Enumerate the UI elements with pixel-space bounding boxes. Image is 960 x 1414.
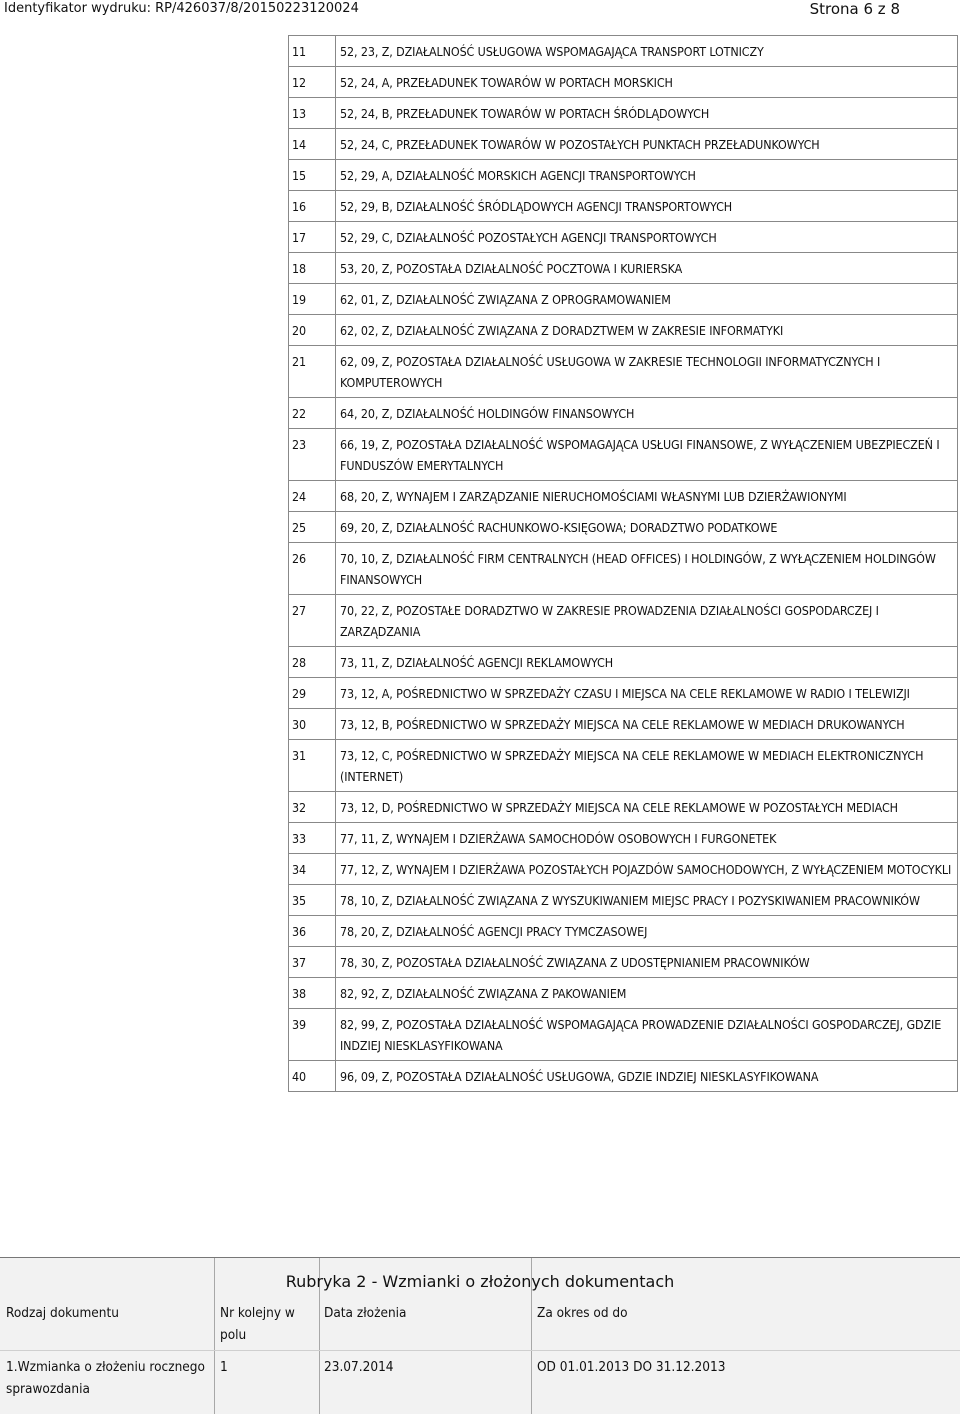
activity-row (289, 315, 958, 346)
activity-row (289, 678, 958, 709)
activity-number: 31 (289, 740, 336, 792)
activity-description: 70, 10, Z, DZIAŁALNOŚĆ FIRM CENTRALNYCH (HEAD OFFICES) I HOLDINGÓW, Z WYŁĄCZENIEM HOLDINGÓW FINANSOWYCH (336, 543, 958, 595)
activity-row (289, 1061, 958, 1092)
activity-number: 18 (289, 253, 336, 284)
activity-description: 52, 24, C, PRZEŁADUNEK TOWARÓW W POZOSTAŁYCH PUNKTACH PRZEŁADUNKOWYCH (336, 129, 958, 160)
page-number: Strona 6 z 8 (809, 0, 900, 18)
activity-description: 62, 02, Z, DZIAŁALNOŚĆ ZWIĄZANA Z DORADZTWEM W ZAKRESIE INFORMATYKI (336, 315, 958, 346)
activity-number: 20 (289, 315, 336, 346)
print-identifier: Identyfikator wydruku: RP/426037/8/20150223120024 (4, 1, 359, 16)
activity-row (289, 792, 958, 823)
activity-number: 17 (289, 222, 336, 253)
activity-description: 53, 20, Z, POZOSTAŁA DZIAŁALNOŚĆ POCZTOWA I KURIERSKA (336, 253, 958, 284)
activity-number: 27 (289, 595, 336, 647)
activity-description: 73, 12, B, POŚREDNICTWO W SPRZEDAŻY MIEJSCA NA CELE REKLAMOWE W MEDIACH DRUKOWANYCH (336, 709, 958, 740)
cell-sequence-number: 1 (220, 1359, 228, 1375)
activity-number: 36 (289, 916, 336, 947)
activity-description: 96, 09, Z, POZOSTAŁA DZIAŁALNOŚĆ USŁUGOWA, GDZIE INDZIEJ NIESKLASYFIKOWANA (336, 1061, 958, 1092)
activity-number: 14 (289, 129, 336, 160)
activity-row (289, 740, 958, 792)
activity-description: 66, 19, Z, POZOSTAŁA DZIAŁALNOŚĆ WSPOMAGAJĄCA USŁUGI FINANSOWE, Z WYŁĄCZENIEM UBEZPIECZEŃ I FUNDUSZÓW EMERYTALNYCH (336, 429, 958, 481)
cell-submission-date: 23.07.2014 (324, 1359, 394, 1375)
activity-description: 82, 92, Z, DZIAŁALNOŚĆ ZWIĄZANA Z PAKOWANIEM (336, 978, 958, 1009)
activity-number: 40 (289, 1061, 336, 1092)
activity-description: 52, 29, C, DZIAŁALNOŚĆ POZOSTAŁYCH AGENCJI TRANSPORTOWYCH (336, 222, 958, 253)
activity-row (289, 978, 958, 1009)
activity-number: 39 (289, 1009, 336, 1061)
activity-number: 15 (289, 160, 336, 191)
activity-number: 21 (289, 346, 336, 398)
activity-row (289, 916, 958, 947)
activity-description: 64, 20, Z, DZIAŁALNOŚĆ HOLDINGÓW FINANSOWYCH (336, 398, 958, 429)
activity-number: 29 (289, 678, 336, 709)
activity-row (289, 160, 958, 191)
activity-number: 16 (289, 191, 336, 222)
section-2-title (0, 1272, 960, 1291)
activity-row (289, 36, 958, 67)
activity-description: 73, 12, C, POŚREDNICTWO W SPRZEDAŻY MIEJSCA NA CELE REKLAMOWE W MEDIACH ELEKTRONICZNYCH (INTERNET) (336, 740, 958, 792)
cell-period: OD 01.01.2013 DO 31.12.2013 (537, 1359, 726, 1375)
activities-table (288, 35, 958, 1092)
activity-number: 33 (289, 823, 336, 854)
activity-row (289, 429, 958, 481)
activity-description: 52, 24, B, PRZEŁADUNEK TOWARÓW W PORTACH ŚRÓDLĄDOWYCH (336, 98, 958, 129)
column-header-sequence-number: Nr kolejny w polu (220, 1305, 295, 1343)
activity-number: 38 (289, 978, 336, 1009)
activity-row (289, 98, 958, 129)
activity-number: 30 (289, 709, 336, 740)
activity-number: 28 (289, 647, 336, 678)
activity-number: 35 (289, 885, 336, 916)
section-2-title-text: Rubryka 2 - Wzmianki o złożonych dokumentach (285, 1272, 675, 1291)
activity-row (289, 647, 958, 678)
activity-row (289, 947, 958, 978)
activity-row (289, 823, 958, 854)
activity-number: 19 (289, 284, 336, 315)
activity-row (289, 481, 958, 512)
activity-row (289, 129, 958, 160)
column-header-period: Za okres od do (537, 1305, 628, 1321)
column-header-document-type: Rodzaj dokumentu (6, 1305, 119, 1321)
activity-description: 82, 99, Z, POZOSTAŁA DZIAŁALNOŚĆ WSPOMAGAJĄCA PROWADZENIE DZIAŁALNOŚCI GOSPODARCZEJ, GDZIE INDZIEJ NIESKLASYFIKOWANA (336, 1009, 958, 1061)
activity-number: 13 (289, 98, 336, 129)
activity-description: 62, 01, Z, DZIAŁALNOŚĆ ZWIĄZANA Z OPROGRAMOWANIEM (336, 284, 958, 315)
activity-description: 52, 29, B, DZIAŁALNOŚĆ ŚRÓDLĄDOWYCH AGENCJI TRANSPORTOWYCH (336, 191, 958, 222)
activity-description: 77, 11, Z, WYNAJEM I DZIERŻAWA SAMOCHODÓW OSOBOWYCH I FURGONETEK (336, 823, 958, 854)
activity-row (289, 191, 958, 222)
activity-row (289, 222, 958, 253)
activity-row (289, 543, 958, 595)
cell-document-type: 1.Wzmianka o złożeniu rocznego sprawozdania (6, 1359, 205, 1397)
activity-number: 23 (289, 429, 336, 481)
activity-number: 32 (289, 792, 336, 823)
activity-description: 73, 12, D, POŚREDNICTWO W SPRZEDAŻY MIEJSCA NA CELE REKLAMOWE W POZOSTAŁYCH MEDIACH (336, 792, 958, 823)
activity-row (289, 709, 958, 740)
activity-description: 73, 12, A, POŚREDNICTWO W SPRZEDAŻY CZASU I MIEJSCA NA CELE REKLAMOWE W RADIO I TELEWIZJI (336, 678, 958, 709)
activity-number: 24 (289, 481, 336, 512)
activity-number: 11 (289, 36, 336, 67)
activity-row (289, 398, 958, 429)
activity-description: 52, 29, A, DZIAŁALNOŚĆ MORSKICH AGENCJI TRANSPORTOWYCH (336, 160, 958, 191)
activity-description: 70, 22, Z, POZOSTAŁE DORADZTWO W ZAKRESIE PROWADZENIA DZIAŁALNOŚCI GOSPODARCZEJ I ZARZĄDZANIA (336, 595, 958, 647)
activity-row (289, 346, 958, 398)
activity-number: 37 (289, 947, 336, 978)
activity-description: 73, 11, Z, DZIAŁALNOŚĆ AGENCJI REKLAMOWYCH (336, 647, 958, 678)
activity-row (289, 885, 958, 916)
activity-description: 78, 10, Z, DZIAŁALNOŚĆ ZWIĄZANA Z WYSZUKIWANIEM MIEJSC PRACY I POZYSKIWANIEM PRACOWNIKÓW (336, 885, 958, 916)
activity-row (289, 595, 958, 647)
activity-row (289, 67, 958, 98)
activity-row (289, 284, 958, 315)
column-header-submission-date: Data złożenia (324, 1305, 407, 1321)
activity-row (289, 253, 958, 284)
activity-number: 22 (289, 398, 336, 429)
activity-description: 62, 09, Z, POZOSTAŁA DZIAŁALNOŚĆ USŁUGOWA W ZAKRESIE TECHNOLOGII INFORMATYCZNYCH I KOMPUTEROWYCH (336, 346, 958, 398)
activity-row (289, 512, 958, 543)
activity-description: 52, 23, Z, DZIAŁALNOŚĆ USŁUGOWA WSPOMAGAJĄCA TRANSPORT LOTNICZY (336, 36, 958, 67)
activity-number: 25 (289, 512, 336, 543)
activity-description: 77, 12, Z, WYNAJEM I DZIERŻAWA POZOSTAŁYCH POJAZDÓW SAMOCHODOWYCH, Z WYŁĄCZENIEM MOTOCYKLI (336, 854, 958, 885)
activity-row (289, 854, 958, 885)
page-header (0, 0, 960, 18)
header-separator (0, 1350, 960, 1351)
activity-row (289, 1009, 958, 1061)
section-2 (0, 1257, 960, 1414)
activity-description: 68, 20, Z, WYNAJEM I ZARZĄDZANIE NIERUCHOMOŚCIAMI WŁASNYMI LUB DZIERŻAWIONYMI (336, 481, 958, 512)
activity-description: 69, 20, Z, DZIAŁALNOŚĆ RACHUNKOWO-KSIĘGOWA; DORADZTWO PODATKOWE (336, 512, 958, 543)
activity-description: 78, 30, Z, POZOSTAŁA DZIAŁALNOŚĆ ZWIĄZANA Z UDOSTĘPNIANIEM PRACOWNIKÓW (336, 947, 958, 978)
activity-number: 12 (289, 67, 336, 98)
activities-table-body (289, 36, 958, 1092)
activity-number: 34 (289, 854, 336, 885)
activity-description: 78, 20, Z, DZIAŁALNOŚĆ AGENCJI PRACY TYMCZASOWEJ (336, 916, 958, 947)
activity-description: 52, 24, A, PRZEŁADUNEK TOWARÓW W PORTACH MORSKICH (336, 67, 958, 98)
activity-number: 26 (289, 543, 336, 595)
